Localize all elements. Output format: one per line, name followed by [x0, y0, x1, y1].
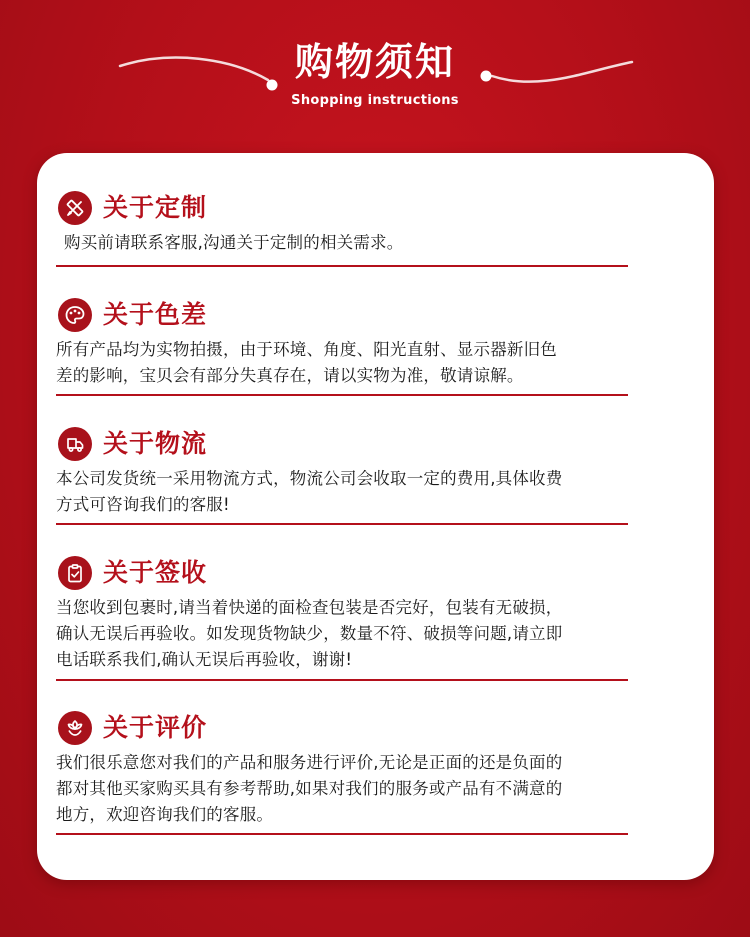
section-title: 关于评价 — [103, 713, 208, 742]
flower-icon — [58, 711, 92, 745]
section-divider — [56, 679, 628, 681]
section-header — [58, 424, 628, 464]
section-header — [58, 188, 628, 228]
section-text: 当您收到包裹时,请当着快递的面检查包装是否完好，包装有无破损， 确认无误后再验收。如发现货物缺少，数量不符、破损等问题,请立即 电话联系我们,确认无误后再验收，谢谢! — [56, 598, 563, 669]
header — [0, 0, 750, 140]
section-text: 购买前请联系客服,沟通关于定制的相关需求。 — [64, 233, 404, 252]
section-logistics — [56, 424, 628, 518]
section-text: 我们很乐意您对我们的产品和服务进行评价,无论是正面的还是负面的 都对其他买家购买具有参考帮助,如果对我们的服务或产品有不满意的 地方，欢迎咨询我们的客服。 — [56, 753, 563, 824]
section-text: 本公司发货统一采用物流方式，物流公司会收取一定的费用,具体收费 方式可咨询我们的客服! — [56, 469, 563, 514]
palette-icon — [58, 298, 92, 332]
section-divider — [56, 523, 628, 525]
section-title: 关于物流 — [103, 429, 208, 458]
delivery-truck-icon — [58, 427, 92, 461]
section-title: 关于色差 — [103, 300, 208, 329]
section-header — [58, 708, 628, 748]
pencil-ruler-icon — [58, 191, 92, 225]
page-subtitle: Shopping instructions — [291, 93, 459, 108]
section-title: 关于签收 — [103, 558, 208, 587]
section-text: 所有产品均为实物拍摄，由于环境、角度、阳光直射、显示器新旧色 差的影响，宝贝会有部分失真存在，请以实物为准，敬请谅解。 — [56, 340, 557, 385]
section-title: 关于定制 — [103, 193, 208, 222]
section-divider — [56, 394, 628, 396]
clipboard-check-icon — [58, 556, 92, 590]
section-divider — [56, 265, 628, 267]
page-title: 购物须知 — [294, 40, 455, 84]
section-header — [58, 295, 628, 335]
section-color — [56, 295, 628, 389]
section-divider — [56, 833, 628, 835]
section-review — [56, 708, 628, 828]
section-custom — [56, 188, 628, 256]
section-header — [58, 553, 628, 593]
section-receipt — [56, 553, 628, 673]
